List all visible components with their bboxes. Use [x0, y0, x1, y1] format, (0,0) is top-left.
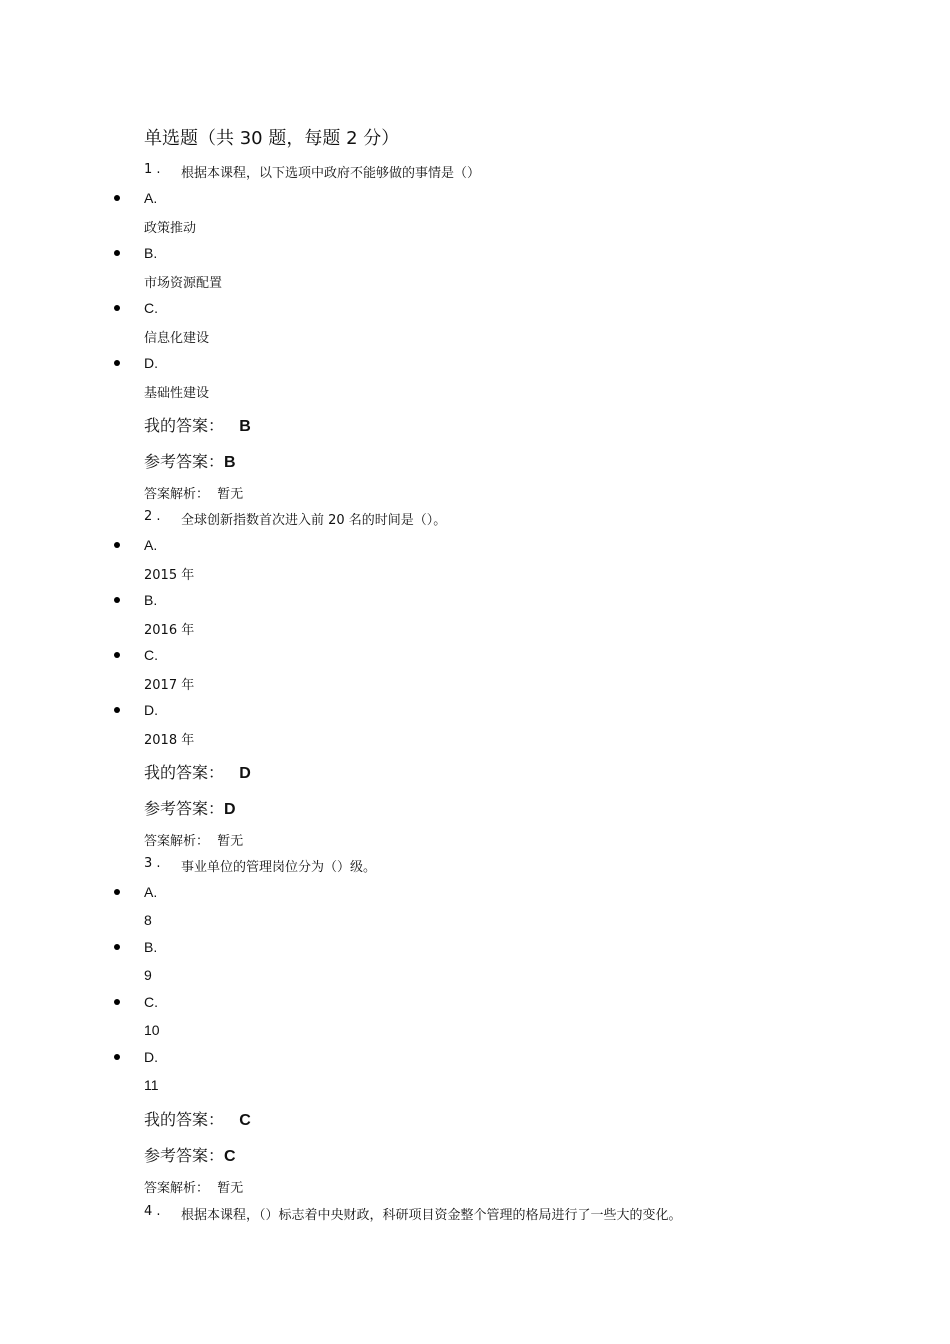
my-answer-value: B	[239, 418, 251, 435]
question-number: 4 .	[144, 1204, 161, 1219]
question-number: 2 .	[144, 509, 161, 524]
option-text: 2017 年	[144, 678, 195, 693]
option-label: D.	[144, 1049, 158, 1065]
option-text: 信息化建设	[144, 331, 210, 346]
option-bullet	[114, 305, 120, 311]
question-text: 全球创新指数首次进入前 20 名的时间是（）。	[181, 513, 447, 528]
my-answer-label: 我的答案：	[144, 763, 225, 782]
option-bullet	[114, 597, 120, 603]
option-label: D.	[144, 702, 158, 718]
my-answer-label: 我的答案：	[144, 1110, 225, 1129]
option-bullet	[114, 652, 120, 658]
option-text: 9	[144, 967, 152, 983]
option-bullet	[114, 195, 120, 201]
option-bullet	[114, 1054, 120, 1060]
option-label: C.	[144, 647, 158, 663]
question-text: 事业单位的管理岗位分为（）级。	[181, 860, 377, 875]
analysis-label: 答案解析：	[144, 487, 210, 502]
question-number: 1 .	[144, 162, 161, 177]
analysis-label: 答案解析：	[144, 834, 210, 849]
option-text: 8	[144, 912, 152, 928]
option-text: 2018 年	[144, 733, 195, 748]
option-label: A.	[144, 884, 158, 900]
option-label: B.	[144, 939, 158, 955]
option-label: A.	[144, 537, 158, 553]
question-text: 根据本课程，（）标志着中央财政，科研项目资金整个管理的格局进行了一些大的变化。	[181, 1208, 682, 1223]
analysis-text: 暂无	[217, 1181, 244, 1196]
option-bullet	[114, 360, 120, 366]
option-bullet	[114, 250, 120, 256]
my-answer-value: C	[239, 1112, 251, 1129]
option-label: A.	[144, 190, 158, 206]
answer-analysis	[144, 1177, 243, 1196]
option-label: C.	[144, 300, 158, 316]
analysis-text: 暂无	[217, 834, 244, 849]
reference-answer-value: D	[224, 801, 236, 818]
option-label: B.	[144, 245, 158, 261]
my-answer-value: D	[239, 765, 251, 782]
option-label: D.	[144, 355, 158, 371]
analysis-text: 暂无	[217, 487, 244, 502]
reference-answer	[144, 449, 236, 472]
reference-answer-label: 参考答案：	[144, 452, 225, 471]
option-bullet	[114, 999, 120, 1005]
reference-answer	[144, 1143, 236, 1166]
question-text: 根据本课程，以下选项中政府不能够做的事情是（）	[181, 166, 481, 181]
option-bullet	[114, 944, 120, 950]
reference-answer	[144, 796, 236, 819]
reference-answer-value: C	[224, 1148, 236, 1165]
my-answer	[144, 1107, 251, 1130]
my-answer	[144, 760, 251, 783]
option-bullet	[114, 542, 120, 548]
option-text: 市场资源配置	[144, 276, 223, 291]
option-label: B.	[144, 592, 158, 608]
reference-answer-value: B	[224, 454, 236, 471]
option-bullet	[114, 707, 120, 713]
section-title: 单选题（共 30 题，每题 2 分）	[144, 128, 400, 149]
option-label: C.	[144, 994, 158, 1010]
analysis-label: 答案解析：	[144, 1181, 210, 1196]
answer-analysis	[144, 830, 243, 849]
reference-answer-label: 参考答案：	[144, 1146, 225, 1165]
option-bullet	[114, 889, 120, 895]
my-answer	[144, 413, 251, 436]
option-text: 2015 年	[144, 568, 195, 583]
option-text: 10	[144, 1022, 160, 1038]
option-text: 政策推动	[144, 221, 197, 236]
my-answer-label: 我的答案：	[144, 416, 225, 435]
reference-answer-label: 参考答案：	[144, 799, 225, 818]
option-text: 11	[144, 1077, 159, 1093]
option-text: 基础性建设	[144, 386, 210, 401]
question-number: 3 .	[144, 856, 161, 871]
answer-analysis	[144, 483, 243, 502]
option-text: 2016 年	[144, 623, 195, 638]
